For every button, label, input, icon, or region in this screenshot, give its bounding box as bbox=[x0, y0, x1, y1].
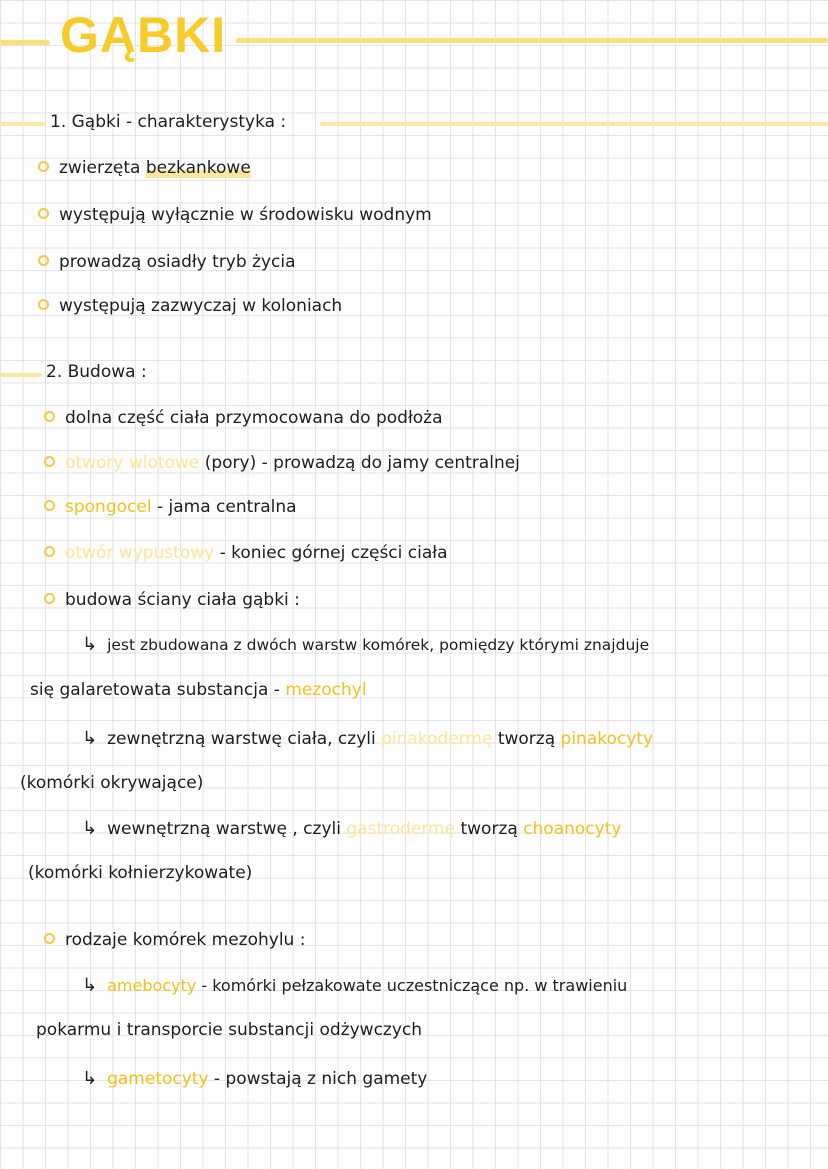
arrow-icon: ↳ bbox=[82, 818, 98, 839]
bullet-icon bbox=[44, 933, 55, 944]
page-title: GĄBKI bbox=[60, 7, 227, 63]
bullet-icon bbox=[38, 208, 49, 219]
list-item: budowa ściany ciała gąbki : bbox=[44, 590, 300, 610]
section1-heading: 1. Gąbki - charakterystyka : bbox=[50, 112, 287, 132]
list-item: zwierzęta bezkankowe bbox=[38, 158, 251, 178]
sub-item-continued: (komórki okrywające) bbox=[20, 773, 204, 793]
list-item: występują wyłącznie w środowisku wodnym bbox=[38, 205, 432, 225]
sub-item: ↳ jest zbudowana z dwóch warstw komórek, pomiędzy którymi znajduje bbox=[82, 634, 650, 655]
list-item: dolna część ciała przymocowana do podłoża bbox=[44, 408, 443, 428]
section1-rule-right bbox=[320, 122, 828, 126]
list-item: otwory wlotowe (pory) - prowadzą do jamy centralnej bbox=[44, 453, 520, 473]
list-item: rodzaje komórek mezohylu : bbox=[44, 930, 305, 950]
bullet-icon bbox=[44, 411, 55, 422]
bullet-icon bbox=[44, 593, 55, 604]
bullet-icon bbox=[38, 255, 49, 266]
arrow-icon: ↳ bbox=[82, 975, 98, 996]
sub-item: ↳ zewnętrzną warstwę ciała, czyli pinakodermę tworzą pinakocyty bbox=[82, 728, 654, 749]
sub-item-continued: (komórki kołnierzykowate) bbox=[28, 863, 253, 883]
sub-item: ↳ amebocyty - komórki pełzakowate uczestniczące np. w trawieniu bbox=[82, 975, 628, 996]
list-item: prowadzą osiadły tryb życia bbox=[38, 252, 296, 272]
arrow-icon: ↳ bbox=[82, 728, 98, 749]
arrow-icon: ↳ bbox=[82, 634, 98, 655]
title-rule-right bbox=[236, 38, 828, 43]
section2-heading: 2. Budowa : bbox=[46, 362, 147, 382]
title-rule-left bbox=[0, 40, 50, 45]
list-item: otwór wypustowy - koniec górnej części ciała bbox=[44, 543, 448, 563]
sub-item: ↳ wewnętrzną warstwę , czyli gastrodermę tworzą choanocyty bbox=[82, 818, 622, 839]
sub-item-continued: pokarmu i transporcie substancji odżywczych bbox=[36, 1020, 423, 1040]
section2-rule-left bbox=[0, 373, 42, 377]
bullet-icon bbox=[38, 161, 49, 172]
bullet-icon bbox=[44, 546, 55, 557]
sub-item-continued: się galaretowata substancja - mezochyl bbox=[30, 680, 367, 700]
bullet-icon bbox=[38, 299, 49, 310]
list-item: występują zazwyczaj w koloniach bbox=[38, 296, 342, 316]
bullet-icon bbox=[44, 456, 55, 467]
arrow-icon: ↳ bbox=[82, 1068, 98, 1089]
sub-item: ↳ gametocyty - powstają z nich gamety bbox=[82, 1068, 428, 1089]
bullet-icon bbox=[44, 500, 55, 511]
list-item: spongocel - jama centralna bbox=[44, 497, 297, 517]
section1-rule-left bbox=[0, 122, 45, 126]
